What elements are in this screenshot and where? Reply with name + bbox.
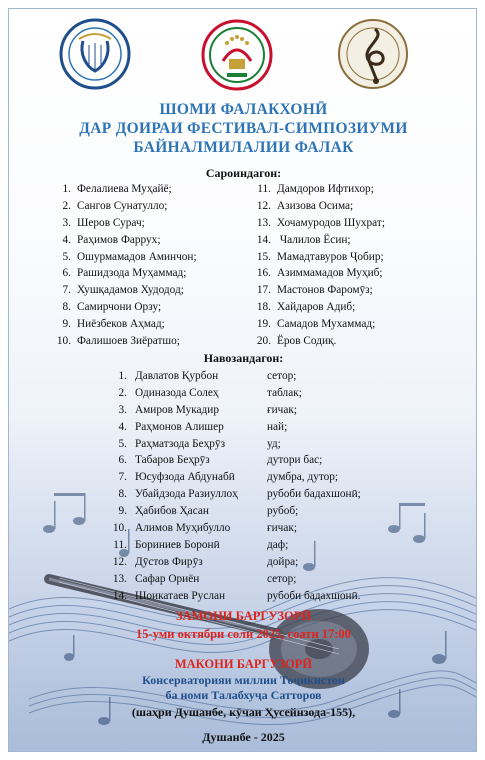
instrument-name: сетор; [267, 370, 297, 382]
singer-name: Азизова Осима; [277, 199, 354, 212]
singer-name: Самирчони Орзу; [77, 301, 162, 314]
item-number: 7. [118, 471, 127, 484]
singer-name: Дамдоров Ифтихор; [277, 183, 374, 195]
list-item [109, 503, 409, 520]
player-name: Одиназода Солеҳ [135, 386, 219, 399]
singer-name: Чалилов Ёсин; [277, 233, 351, 246]
list-item [109, 419, 409, 436]
list-item [49, 333, 197, 350]
list-item [49, 215, 197, 232]
place-heading: МАКОНИ БАРГУЗОРӢ [174, 657, 313, 671]
item-number: 12. [112, 555, 127, 568]
singer-name: Азиммамадов Муҳиб; [277, 267, 383, 280]
player-name: Раҳмонов Алишер [135, 420, 224, 433]
singer-name: Хушқадамов Худодод; [77, 284, 184, 297]
singer-name: Мамадтавуров Ҷобир; [277, 250, 384, 263]
list-item [109, 554, 409, 571]
item-number: 2. [118, 386, 127, 399]
item-number: 18. [256, 301, 271, 314]
event-poster [8, 8, 477, 752]
instrument-name: думбра, дутор; [267, 471, 339, 484]
singer-name: Ниёзбеков Аҳмад; [77, 318, 165, 331]
time-value: 15-уми октябри соли 2025, соати 17:00 [136, 627, 351, 641]
item-number: 7. [62, 284, 71, 297]
instrument-name: най; [267, 420, 288, 433]
title-line-3: БАЙНАЛМИЛАЛИИ ФАЛАК [133, 139, 354, 156]
player-name: Амиров Мукадир [135, 403, 219, 416]
singer-name: Рашидзода Муҳаммад; [77, 267, 187, 280]
singer-name: Раҳимов Фаррух; [77, 233, 161, 246]
item-number: 8. [62, 301, 71, 314]
list-item [109, 520, 409, 537]
title-line-2: ДАР ДОИРАИ ФЕСТИВАЛ-СИМПОЗИУМИ [79, 120, 408, 137]
singers-heading: Сароиндагон: [205, 166, 282, 180]
item-number: 17. [256, 284, 271, 297]
player-name: Убайдзода Разиуллоҳ [135, 488, 238, 501]
list-item [49, 299, 197, 316]
item-number: 5. [118, 437, 127, 450]
players-heading: Навозандагон: [203, 351, 284, 365]
instrument-name: рубоби бадахшонӣ; [267, 488, 361, 501]
item-number: 13. [112, 572, 127, 585]
player-name: Сафар Ориён [135, 572, 200, 585]
list-item [109, 368, 409, 385]
list-item [109, 385, 409, 402]
list-item [249, 215, 385, 232]
item-number: 10. [56, 335, 71, 348]
item-number: 2. [62, 199, 71, 212]
player-name: Юсуфзода Абдунабӣ [135, 471, 235, 484]
item-number: 1. [62, 183, 71, 195]
item-number: 3. [62, 216, 71, 229]
item-number: 15. [256, 250, 271, 263]
singer-name: Мастонов Фаромӯз; [277, 284, 373, 297]
instrument-name: ғичак; [267, 522, 298, 535]
instrument-name: рубоб; [267, 505, 299, 518]
list-item [49, 249, 197, 266]
list-item [109, 537, 409, 554]
item-number: 8. [118, 488, 127, 501]
list-item [249, 198, 385, 215]
singer-name: Фалишоев Зиёратшо; [77, 335, 180, 348]
singer-name: Ошурмамадов Аминчон; [77, 250, 197, 263]
player-name: Давлатов Қурбон [135, 370, 219, 382]
list-item [109, 436, 409, 453]
item-number: 12. [256, 199, 271, 212]
instrument-name: рубоби бадахшонӣ. [267, 589, 361, 602]
item-number: 5. [62, 250, 71, 263]
instrument-name: таблак; [267, 386, 302, 399]
list-item [109, 588, 409, 605]
singer-name: Фелалиева Муҳайё; [77, 183, 172, 195]
singer-name: Сангов Сунатулло; [77, 199, 168, 212]
item-number: 1. [118, 370, 127, 382]
footer-city-year: Душанбе - 2025 [202, 730, 285, 744]
place-line-2: ба номи Талабхуҷа Сатторов [165, 688, 322, 702]
list-item [249, 333, 385, 350]
list-item [109, 402, 409, 419]
item-number: 11. [113, 538, 127, 551]
item-number: 4. [62, 233, 71, 246]
item-number: 6. [118, 454, 127, 467]
player-name: Бориниев Боронӣ [135, 538, 220, 551]
singer-name: Ёров Содиқ. [277, 335, 337, 348]
instrument-name: даф; [267, 538, 289, 551]
list-item [49, 316, 197, 333]
place-address: (шаҳри Душанбе, кӯчаи Ҳусейнзода-155), [131, 705, 356, 719]
list-item [249, 299, 385, 316]
item-number: 3. [118, 403, 127, 416]
player-name: Алимов Муҳибулло [135, 522, 231, 535]
state-emblem-icon [201, 15, 273, 93]
item-number: 14. [112, 589, 127, 602]
list-item [109, 452, 409, 469]
singers-left-column [49, 181, 197, 350]
list-item [249, 265, 385, 282]
treble-clef-emblem-icon [337, 15, 409, 93]
instrument-name: дойра; [267, 555, 299, 568]
list-item [49, 232, 197, 249]
players-list [109, 368, 409, 604]
singer-name: Хайдаров Адиб; [277, 301, 356, 314]
list-item [249, 316, 385, 333]
player-name: Шоикатаев Руслан [135, 589, 226, 602]
list-item [49, 282, 197, 299]
instrument-name: уд; [267, 437, 281, 450]
player-name: Раҳматзода Беҳрӯз [135, 437, 226, 450]
item-number: 16. [256, 267, 271, 280]
logo-row [9, 15, 477, 97]
list-item [109, 469, 409, 486]
place-line-1: Консерваторияи миллии Тоҷикистон [142, 673, 345, 687]
item-number: 14. [256, 233, 271, 246]
lyre-emblem-icon [59, 15, 131, 93]
instrument-name: сетор; [267, 572, 297, 585]
list-item [109, 571, 409, 588]
item-number: 4. [118, 420, 127, 433]
title-line-1: ШОМИ ФАЛАКХОНӢ [159, 101, 328, 118]
list-item [109, 486, 409, 503]
item-number: 20. [256, 335, 271, 348]
singers-right-column [249, 181, 385, 350]
player-name: Дӯстов Фирӯз [135, 555, 203, 568]
item-number: 19. [256, 318, 271, 331]
list-item [249, 282, 385, 299]
player-name: Табаров Беҳрӯз [135, 454, 210, 467]
list-item [49, 265, 197, 282]
time-heading: ЗАМОНИ БАРГУЗОРӢ [175, 609, 312, 623]
list-item [249, 249, 385, 266]
item-number: 6. [62, 267, 71, 280]
singer-name: Самадов Мухаммад; [277, 318, 376, 331]
list-item [249, 232, 385, 249]
singer-name: Шеров Сурач; [77, 216, 145, 229]
item-number: 11. [257, 183, 271, 195]
instrument-name: дутори бас; [267, 454, 323, 467]
instrument-name: ғичак; [267, 403, 298, 416]
list-item [49, 198, 197, 215]
list-item [49, 181, 197, 198]
item-number: 9. [118, 505, 127, 518]
item-number: 9. [62, 318, 71, 331]
singer-name: Хочамуродов Шухрат; [277, 216, 385, 229]
item-number: 10. [112, 522, 127, 535]
item-number: 13. [256, 216, 271, 229]
list-item [249, 181, 385, 198]
player-name: Ҳабибов Ҳасан [135, 505, 209, 518]
